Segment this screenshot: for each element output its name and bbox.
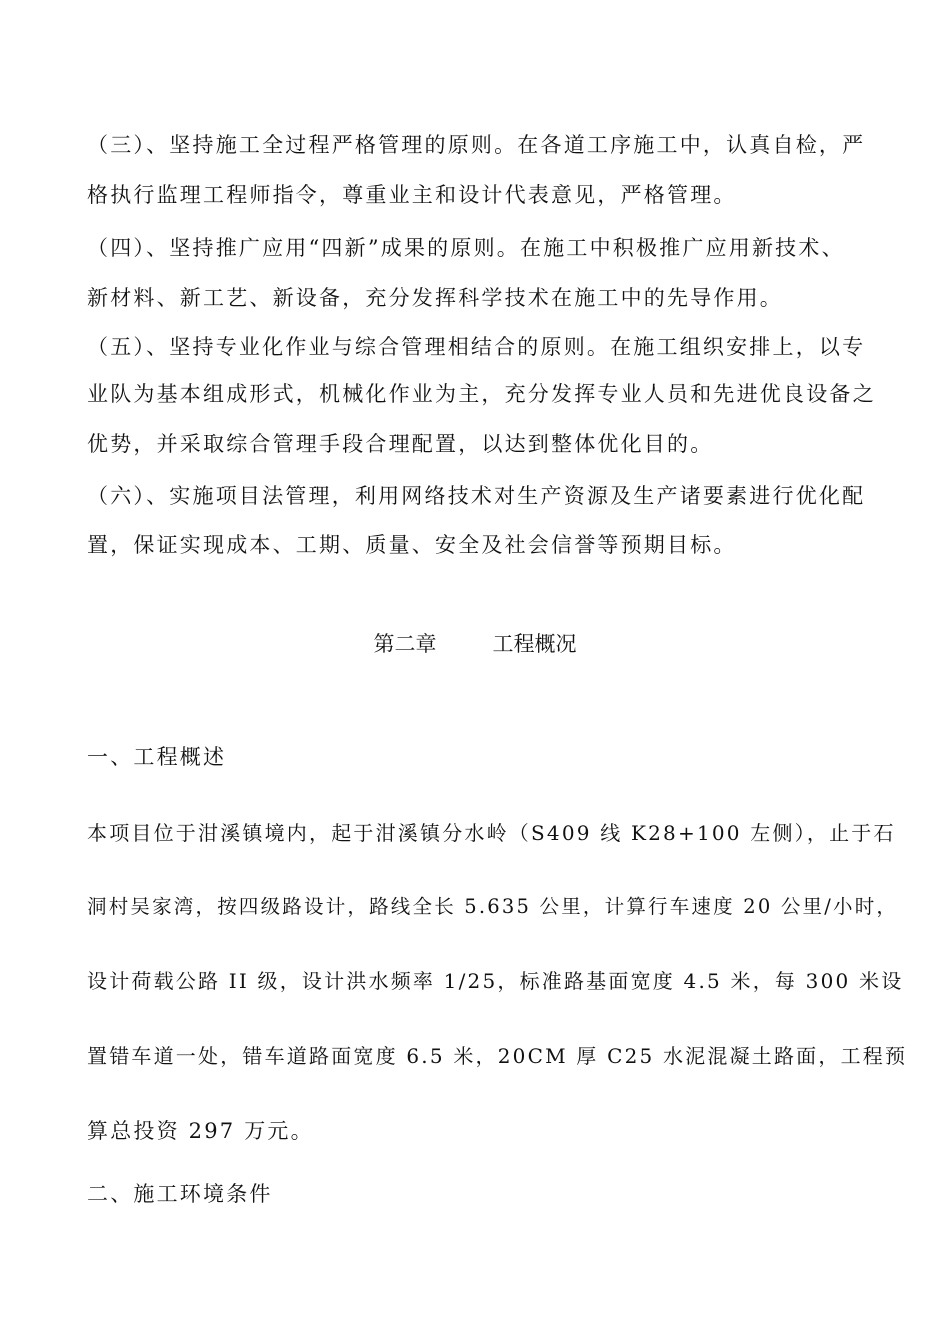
chapter-number: 第二章 bbox=[373, 632, 437, 656]
section-1-line-1: 本项目位于泔溪镇境内，起于泔溪镇分水岭（S409 线 K28+100 左侧），止于石 bbox=[87, 821, 896, 845]
principle-3-line-2: 格执行监理工程师指令，尊重业主和设计代表意见，严格管理。 bbox=[87, 183, 737, 207]
principle-5-line-2: 业队为基本组成形式，机械化作业为主，充分发挥专业人员和先进优良设备之 bbox=[87, 382, 876, 406]
principle-6-line-1: （六）、实施项目法管理，利用网络技术对生产资源及生产诸要素进行优化配 bbox=[87, 484, 866, 508]
section-1-line-4: 置错车道一处，错车道路面宽度 6.5 米，20CM 厚 C25 水泥混凝土路面，工程预 bbox=[87, 1044, 908, 1068]
section-1-line-5: 算总投资 297 万元。 bbox=[87, 1119, 314, 1143]
section-1-line-2: 洞村吴家湾，按四级路设计，路线全长 5.635 公里，计算行车速度 20 公里/小时， bbox=[87, 895, 899, 918]
principle-4-line-1: （四）、坚持推广应用“四新”成果的原则。在施工中积极推广应用新技术、 bbox=[87, 236, 845, 260]
section-1-heading: 一、工程概述 bbox=[87, 745, 227, 769]
section-1-line-3: 设计荷载公路 II 级，设计洪水频率 1/25，标准路基面宽度 4.5 米，每 300 米设 bbox=[87, 969, 904, 993]
principle-5-line-1: （五）、坚持专业化作业与综合管理相结合的原则。在施工组织安排上，以专 bbox=[87, 335, 866, 359]
section-2-heading: 二、施工环境条件 bbox=[87, 1182, 273, 1206]
chapter-title: 工程概况 bbox=[492, 632, 577, 656]
principle-6-line-2: 置，保证实现成本、工期、质量、安全及社会信誉等预期目标。 bbox=[87, 533, 737, 557]
principle-4-line-2: 新材料、新工艺、新设备，充分发挥科学技术在施工中的先导作用。 bbox=[87, 286, 783, 310]
principle-5-line-3: 优势，并采取综合管理手段合理配置，以达到整体优化目的。 bbox=[87, 432, 714, 456]
principle-3-line-1: （三）、坚持施工全过程严格管理的原则。在各道工序施工中，认真自检，严 bbox=[87, 133, 866, 157]
chapter-heading bbox=[0, 630, 950, 658]
